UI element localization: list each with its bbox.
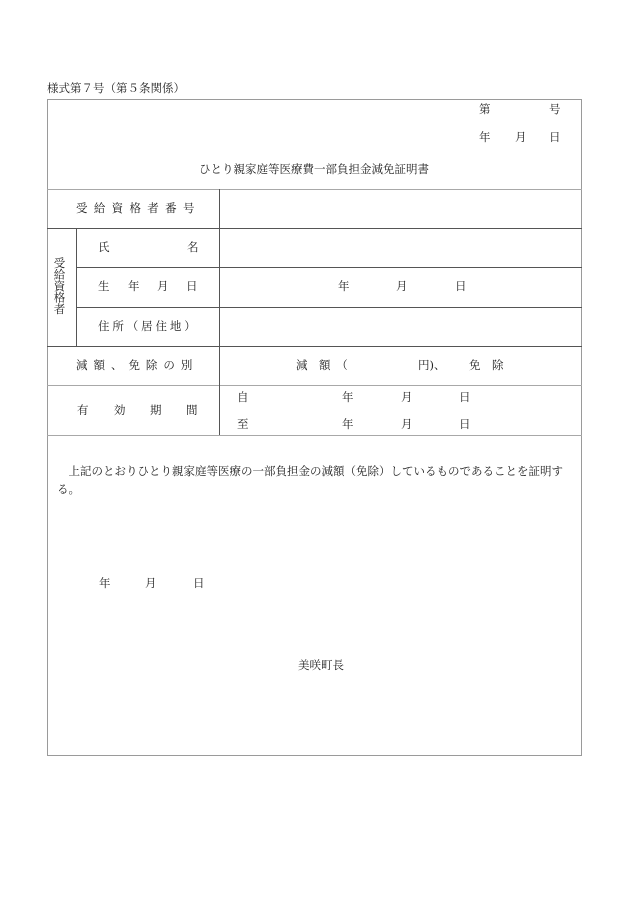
birthdate-month[interactable]: 月 bbox=[396, 279, 408, 293]
row-divider bbox=[47, 346, 582, 347]
validity-label-char: 効 bbox=[114, 403, 126, 417]
row-divider bbox=[47, 385, 582, 386]
certification-date-month: 月 bbox=[145, 576, 157, 590]
reduction-yen-suffix: 円)、 bbox=[418, 358, 446, 372]
address-label: 住所（居住地） bbox=[98, 319, 199, 333]
birthdate-label-char: 生 bbox=[98, 279, 110, 293]
validity-to-month[interactable]: 月 bbox=[401, 417, 413, 431]
validity-to-year[interactable]: 年 bbox=[342, 417, 354, 431]
row-divider bbox=[47, 189, 582, 190]
issue-date-month: 月 bbox=[515, 130, 527, 144]
row-divider bbox=[76, 307, 582, 308]
name-label-second: 名 bbox=[187, 240, 199, 254]
row-divider bbox=[47, 435, 582, 436]
certification-date-day: 日 bbox=[193, 576, 205, 590]
validity-label-char: 期 bbox=[150, 403, 162, 417]
issuer-name: 美咲町長 bbox=[298, 658, 344, 672]
exemption-option[interactable]: 免 除 bbox=[469, 358, 504, 372]
reduction-type-label: 減額、免除の別 bbox=[76, 358, 199, 372]
validity-from-day[interactable]: 日 bbox=[459, 390, 471, 404]
row-divider bbox=[76, 267, 582, 268]
form-number-label: 様式第７号（第５条関係） bbox=[47, 81, 185, 95]
birthdate-label-char: 日 bbox=[186, 279, 198, 293]
recipient-number-label: 受給資格者番号 bbox=[76, 201, 201, 215]
validity-to-prefix: 至 bbox=[237, 417, 249, 431]
issue-date-year: 年 bbox=[479, 130, 491, 144]
name-label-first: 氏 bbox=[98, 240, 110, 254]
birthdate-year[interactable]: 年 bbox=[338, 279, 350, 293]
validity-to-day[interactable]: 日 bbox=[459, 417, 471, 431]
document-title: ひとり親家庭等医療費一部負担金減免証明書 bbox=[199, 162, 429, 176]
birthdate-day[interactable]: 日 bbox=[455, 279, 467, 293]
certification-date-year: 年 bbox=[99, 576, 111, 590]
recipient-group-label: 受給資格者 bbox=[52, 257, 67, 315]
column-divider bbox=[219, 189, 220, 435]
validity-from-month[interactable]: 月 bbox=[401, 390, 413, 404]
document-number-prefix: 第 bbox=[479, 102, 491, 116]
validity-from-year[interactable]: 年 bbox=[342, 390, 354, 404]
validity-from-prefix: 自 bbox=[237, 390, 249, 404]
document-number-suffix: 号 bbox=[549, 102, 561, 116]
column-divider bbox=[76, 228, 77, 346]
birthdate-label-char: 月 bbox=[157, 279, 169, 293]
reduction-option[interactable]: 減 額 （ bbox=[296, 358, 348, 372]
validity-label-char: 間 bbox=[186, 403, 198, 417]
issue-date-day: 日 bbox=[549, 130, 561, 144]
birthdate-label-char: 年 bbox=[128, 279, 140, 293]
validity-label-char: 有 bbox=[77, 403, 89, 417]
row-divider bbox=[47, 228, 582, 229]
certification-statement: 上記のとおりひとり親家庭等医療の一部負担金の減額（免除）しているものであることを証明する。 bbox=[57, 464, 563, 496]
